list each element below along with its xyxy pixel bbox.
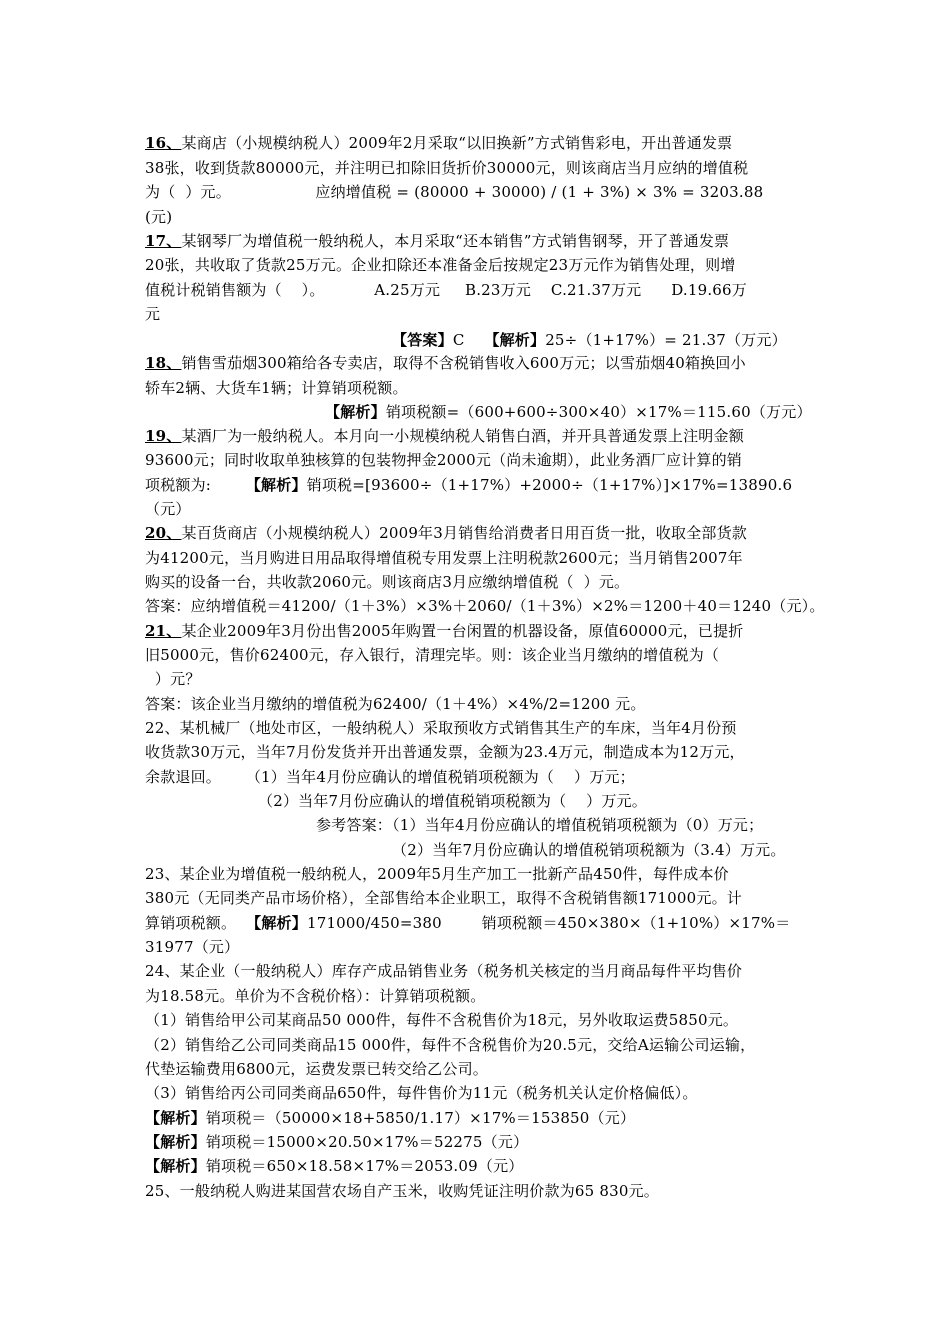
text-line — [145, 1154, 524, 1178]
text-span: 销项税＝（50000×18+5850/1.17）×17%＝153850（元） — [205, 1109, 636, 1127]
text-line — [145, 594, 825, 618]
text-line — [145, 667, 201, 691]
text-span: 380元（无同类产品市场价格），全部售给本企业职工，取得不含税销售额171000元。计 — [145, 889, 742, 907]
text-line — [258, 789, 647, 813]
text-line — [145, 278, 747, 302]
text-line — [145, 351, 746, 375]
text-span: 旧5000元，售价62400元，存入银行，清理完毕。则：该企业当月缴纳的增值税为（ — [145, 646, 720, 664]
text-span: （3）销售给丙公司同类商品650件，每件售价为11元（税务机关认定价格偏低）。 — [145, 1084, 698, 1102]
bracket-label: 【解析】 — [145, 1133, 206, 1151]
text-line — [145, 1179, 659, 1203]
question-number: 20、 — [145, 524, 182, 542]
text-line — [145, 862, 729, 886]
text-line — [145, 448, 742, 472]
text-span: 某百货商店（小规模纳税人）2009年3月销售给消费者日用百货一批，收取全部货款 — [181, 524, 748, 542]
text-span: 25÷（1+17%）= 21.37（万元） — [545, 331, 787, 349]
question-number: 19、 — [145, 427, 182, 445]
text-line — [145, 521, 747, 545]
text-span: 值税计税销售额为（ ）。 A.25万元 B.23万元 C.21.37万元 D.19.66万 — [145, 281, 747, 299]
text-line — [392, 838, 786, 862]
text-line — [145, 570, 629, 594]
text-line — [145, 497, 191, 521]
question-number: 21、 — [145, 622, 182, 640]
text-span: （2）销售给乙公司同类商品15 000件，每件不含税售价为20.5元，交给A运输公司运输， — [145, 1036, 756, 1054]
text-span: 元 — [145, 305, 161, 323]
text-line — [145, 619, 744, 643]
text-line — [145, 473, 792, 497]
text-span: 销项税=[93600÷（1+17%）+2000÷（1+17%）]×17%=13890.6 — [306, 476, 793, 494]
question-number: 16、 — [145, 134, 182, 152]
text-line — [145, 376, 408, 400]
text-line — [145, 935, 239, 959]
text-span: ）元？ — [145, 670, 201, 688]
bracket-label: 【解析】 — [484, 331, 546, 349]
text-line — [145, 716, 737, 740]
text-line — [145, 302, 160, 326]
text-span: 25、一般纳税人购进某国营农场自产玉米，收购凭证注明价款为65 830元。 — [145, 1182, 659, 1200]
text-span: 93600元；同时收取单独核算的包装物押金2000元（尚未逾期），此业务酒厂应计算的销 — [145, 451, 742, 469]
text-span: 某商店（小规模纳税人）2009年2月采取“以旧换新”方式销售彩电，开出普通发票 — [181, 134, 733, 152]
text-span: 31977（元） — [145, 938, 240, 956]
text-span: 销项税＝650×18.58×17%＝2053.09（元） — [205, 1157, 524, 1175]
text-line — [145, 546, 743, 570]
text-line — [316, 813, 763, 837]
text-line — [145, 765, 635, 789]
text-span: 某钢琴厂为增值税一般纳税人，本月采取“还本销售”方式销售钢琴，开了普通发票 — [181, 232, 730, 250]
text-line — [145, 1008, 738, 1032]
text-line — [145, 911, 790, 935]
text-span: 171000/450=380 销项税额＝450×380×（1+10%）×17%＝ — [306, 914, 791, 932]
text-span: 22、某机械厂（地处市区，一般纳税人）采取预收方式销售其生产的车床，当年4月份预 — [145, 719, 737, 737]
text-span: 轿车2辆、大货车1辆；计算销项税额。 — [145, 379, 408, 397]
text-span: 余款退回。 （1）当年4月份应确认的增值税销项税额为（ ）万元； — [145, 768, 635, 786]
text-line — [145, 1106, 635, 1130]
text-span: 24、某企业（一般纳税人）库存产成品销售业务（税务机关核定的当月商品每件平均售价 — [145, 962, 743, 980]
text-span: 为41200元，当月购进日用品取得增值税专用发票上注明税款2600元；当月销售2007年 — [145, 549, 743, 567]
text-line — [145, 740, 745, 764]
bracket-label: 【解析】 — [245, 476, 307, 494]
text-span: 20张，共收取了货款25万元。企业扣除还本准备金后按规定23万元作为销售处理，则增 — [145, 256, 736, 274]
bracket-label: 【解析】 — [145, 1109, 206, 1127]
text-line — [145, 180, 763, 204]
bracket-label: 【答案】 — [392, 331, 453, 349]
text-span: 答案：应纳增值税＝41200/（1＋3%）×3%＋2060/（1＋3%）×2%＝1200＋40＝1240（元）。 — [145, 597, 825, 615]
text-span: 销售雪茄烟300箱给各专卖店，取得不含税销售收入600万元；以雪茄烟40箱换回小 — [181, 354, 746, 372]
text-line — [392, 328, 787, 352]
text-span: 参考答案：（1）当年4月份应确认的增值税销项税额为（0）万元； — [316, 816, 764, 834]
text-span: 购买的设备一台，共收款2060元。则该商店3月应缴纳增值税（ ）元。 — [145, 573, 630, 591]
text-span: 算销项税额。 — [145, 914, 247, 932]
text-line — [145, 229, 729, 253]
text-line — [145, 1130, 528, 1154]
text-line — [145, 886, 742, 910]
text-line — [145, 205, 172, 229]
text-span: C — [452, 331, 485, 349]
text-span: 收货款30万元，当年7月份发货并开出普通发票，金额为23.4万元，制造成本为12万元， — [145, 743, 745, 761]
text-line — [145, 959, 742, 983]
text-line — [145, 131, 732, 155]
text-line — [145, 156, 748, 180]
bracket-label: 【解析】 — [145, 1157, 206, 1175]
text-line — [145, 692, 646, 716]
text-line — [145, 424, 744, 448]
text-span: 23、某企业为增值税一般纳税人，2009年5月生产加工一批新产品450件，每件成本价 — [145, 865, 729, 883]
text-line — [145, 984, 485, 1008]
text-span: 38张，收到货款80000元，并注明已扣除旧货折价30000元，则该商店当月应纳的增值税 — [145, 159, 749, 177]
text-span: 为（ ）元。 应纳增值税 = (80000 + 30000) / (1 + 3%) × 3% = 3203.88 — [145, 183, 764, 201]
text-line — [145, 1081, 698, 1105]
text-span: （2）当年7月份应确认的增值税销项税额为（ ）万元。 — [258, 792, 647, 810]
text-span: 销项税＝15000×20.50×17%＝52275（元） — [205, 1133, 529, 1151]
question-number: 17、 — [145, 232, 182, 250]
text-span: 答案：该企业当月缴纳的增值税为62400/（1＋4%）×4%/2=1200 元。 — [145, 695, 646, 713]
bracket-label: 【解析】 — [325, 403, 386, 421]
bracket-label: 【解析】 — [246, 914, 307, 932]
text-line — [145, 1033, 755, 1057]
text-span: （元） — [145, 500, 191, 518]
text-line — [145, 253, 735, 277]
text-line — [325, 400, 812, 424]
text-span: 某酒厂为一般纳税人。本月向一小规模纳税人销售白酒，并开具普通发票上注明金额 — [181, 427, 744, 445]
text-span: （1）销售给甲公司某商品50 000件，每件不含税售价为18元，另外收取运费5850元。 — [145, 1011, 739, 1029]
text-span: 项税额为: — [145, 476, 246, 494]
text-span: （2）当年7月份应确认的增值税销项税额为（3.4）万元。 — [392, 841, 786, 859]
text-span: 代垫运输费用6800元，运费发票已转交给乙公司。 — [145, 1060, 488, 1078]
text-span: 为18.58元。单价为不含税价格）：计算销项税额。 — [145, 987, 486, 1005]
text-line — [145, 643, 719, 667]
text-line — [145, 1057, 488, 1081]
text-span: 某企业2009年3月份出售2005年购置一台闲置的机器设备，原值60000元，已提折 — [181, 622, 744, 640]
question-number: 18、 — [145, 354, 182, 372]
text-span: 销项税额=（600+600÷300×40）×17%＝115.60（万元） — [385, 403, 812, 421]
text-span: (元) — [145, 208, 173, 226]
